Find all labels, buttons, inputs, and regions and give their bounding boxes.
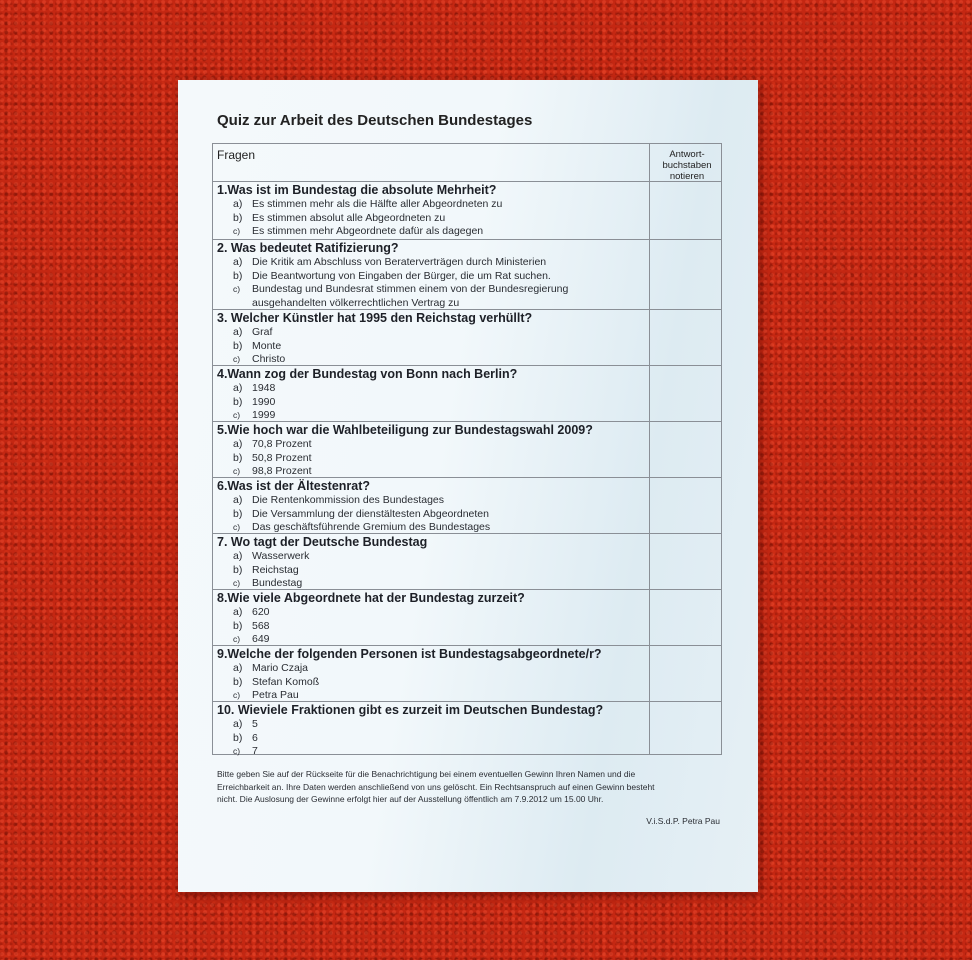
question-title: 10. Wieviele Fraktionen gibt es zurzeit im Deutschen Bundestag? xyxy=(217,703,604,717)
option-c: c) 98,8 Prozent xyxy=(233,465,312,477)
option-b: b) Es stimmen absolut alle Abgeordneten zu xyxy=(233,211,446,224)
answer-options xyxy=(233,326,285,367)
question-title: 5.Wie hoch war die Wahlbeteiligung zur Bundestagswahl 2009? xyxy=(217,423,593,437)
question-title: 2. Was bedeutet Ratifizierung? xyxy=(217,241,399,255)
option-a: a) 620 xyxy=(233,606,270,618)
option-a: a) 70,8 Prozent xyxy=(233,438,312,450)
question-row xyxy=(213,590,721,646)
option-c: c) Das geschäftsführende Gremium des Bundestages xyxy=(233,521,491,533)
option-c: c) Bundestag und Bundesrat stimmen einem von der Bundesregierung xyxy=(233,283,569,295)
footer-line: Erreichbarkeit an. Ihre Daten werden anschließend von uns gelöscht. Ein Rechtsanspruch auf einen Gewinn besteht xyxy=(217,781,655,792)
answer-options xyxy=(233,438,312,479)
question-title: 9.Welche der folgenden Personen ist Bundestagsabgeordnete/r? xyxy=(217,647,602,661)
option-b: b) Monte xyxy=(233,339,282,352)
question-title: 3. Welcher Künstler hat 1995 den Reichstag verhüllt? xyxy=(217,311,533,325)
option-c: c) Bundestag xyxy=(233,577,303,589)
answer-options xyxy=(233,382,275,423)
quiz-table xyxy=(212,143,722,755)
option-c: c) Christo xyxy=(233,353,286,365)
question-title: 4.Wann zog der Bundestag von Bonn nach Berlin? xyxy=(217,367,518,381)
answer-box[interactable] xyxy=(650,422,722,477)
signature-line: V.i.S.d.P. Petra Pau xyxy=(646,816,720,826)
option-b: b) 1990 xyxy=(233,395,276,408)
answer-options xyxy=(233,662,319,703)
questions-column-header: Fragen xyxy=(217,148,256,162)
option-c: c) 7 xyxy=(233,745,258,757)
answer-box[interactable] xyxy=(650,702,722,756)
question-row xyxy=(213,478,721,534)
answer-column-header: Antwort-buchstaben notieren xyxy=(662,149,712,182)
option-c: c) Es stimmen mehr Abgeordnete dafür als dagegen xyxy=(233,225,484,237)
answer-box[interactable] xyxy=(650,478,722,533)
question-row xyxy=(213,182,721,240)
question-row xyxy=(213,422,721,478)
question-row xyxy=(213,702,721,756)
footer-line: nicht. Die Auslosung der Gewinne erfolgt hier auf der Ausstellung öffentlich am 7.9.2012 um 15.00 Uhr. xyxy=(217,794,604,804)
quiz-sheet xyxy=(178,80,758,892)
answer-options xyxy=(233,718,258,759)
option-a: a) Wasserwerk xyxy=(233,550,310,562)
option-a: a) 1948 xyxy=(233,382,276,394)
option-a: a) Mario Czaja xyxy=(233,662,309,674)
answer-options xyxy=(233,198,502,239)
question-title: 6.Was ist der Ältestenrat? xyxy=(217,479,371,493)
option-a: a) Die Kritik am Abschluss von Beraterverträgen durch Ministerien xyxy=(233,256,547,268)
option-b: b) Reichstag xyxy=(233,563,299,576)
answer-options xyxy=(233,256,568,310)
footer-note xyxy=(217,768,727,806)
answer-options xyxy=(233,494,490,535)
question-row xyxy=(213,534,721,590)
question-row xyxy=(213,310,721,366)
quiz-title: Quiz zur Arbeit des Deutschen Bundestages xyxy=(217,112,533,129)
option-b: b) Stefan Komoß xyxy=(233,675,320,688)
option-b: b) 6 xyxy=(233,731,258,744)
answer-options xyxy=(233,606,270,647)
answer-options xyxy=(233,550,309,591)
option-b: b) Die Beantwortung von Eingaben der Bürger, die um Rat suchen. xyxy=(233,269,551,282)
answer-box[interactable] xyxy=(650,646,722,701)
option-c: c) 1999 xyxy=(233,409,276,421)
answer-box[interactable] xyxy=(650,182,722,239)
table-header xyxy=(213,144,721,182)
question-title: 7. Wo tagt der Deutsche Bundestag xyxy=(217,535,428,549)
answer-box[interactable] xyxy=(650,590,722,645)
option-c: c) Petra Pau xyxy=(233,689,299,701)
option-a: a) Es stimmen mehr als die Hälfte aller Abgeordneten zu xyxy=(233,198,503,210)
option-a: a) Die Rentenkommission des Bundestages xyxy=(233,494,445,506)
question-row xyxy=(213,646,721,702)
question-row xyxy=(213,366,721,422)
option-c-continued: ausgehandelten völkerrechtlichen Vertrag zu xyxy=(252,296,460,309)
option-a: a) Graf xyxy=(233,326,273,338)
footer-line: Bitte geben Sie auf der Rückseite für die Benachrichtigung bei einem eventuellen Gewinn Ihren Namen und die xyxy=(217,769,636,779)
question-title: 8.Wie viele Abgeordnete hat der Bundestag zurzeit? xyxy=(217,591,525,605)
answer-box[interactable] xyxy=(650,310,722,365)
question-row xyxy=(213,240,721,310)
option-c: c) 649 xyxy=(233,633,270,645)
answer-box[interactable] xyxy=(650,240,722,309)
option-b: b) 568 xyxy=(233,619,270,632)
option-b: b) 50,8 Prozent xyxy=(233,451,312,464)
answer-box[interactable] xyxy=(650,534,722,589)
question-title: 1.Was ist im Bundestag die absolute Mehrheit? xyxy=(217,183,497,197)
answer-box[interactable] xyxy=(650,366,722,421)
option-a: a) 5 xyxy=(233,718,258,730)
option-b: b) Die Versammlung der dienstältesten Abgeordneten xyxy=(233,507,489,520)
